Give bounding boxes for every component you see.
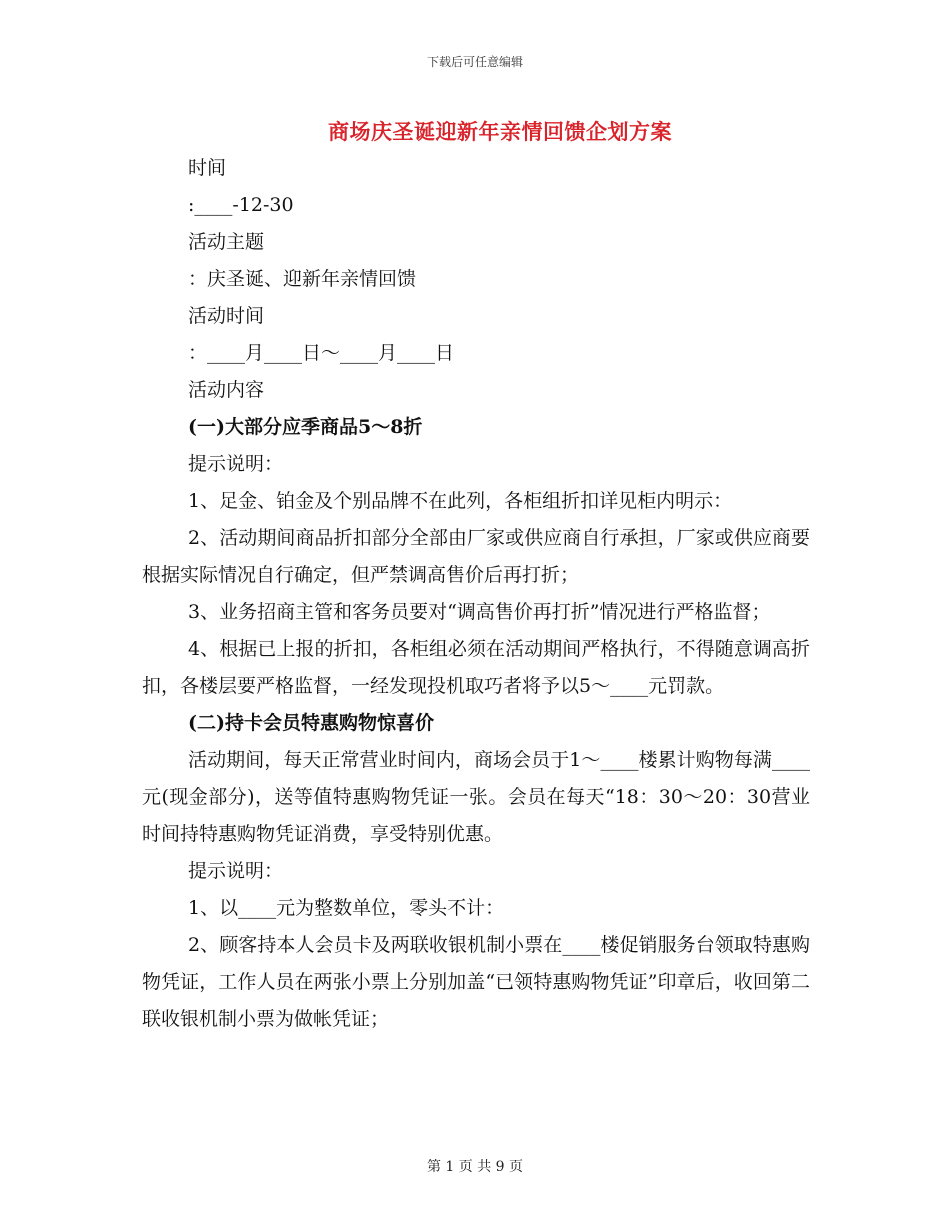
section2-heading: (二)持卡会员特惠购物惊喜价 [188, 712, 434, 734]
section1-item-1: 1、足金、铂金及个别品牌不在此列，各柜组折扣详见柜内明示： [188, 490, 733, 512]
section1-heading: (一)大部分应季商品5～8折 [188, 416, 423, 438]
period-value: ：____月____日～____月____日 [188, 342, 455, 364]
theme-value: ：庆圣诞、迎新年亲情回馈 [188, 268, 417, 290]
section1-item-3: 3、业务招商主管和客务员要对“调高售价再打折”情况进行严格监督； [188, 601, 771, 623]
page-footer-info: 第 1 页 共 9 页 [426, 1159, 524, 1175]
section1-tip-label: 提示说明： [188, 453, 284, 475]
time-value: :____-12-30 [188, 194, 294, 216]
theme-label: 活动主题 [188, 231, 265, 253]
time-label: 时间 [188, 157, 227, 179]
section2-item-1: 1、以____元为整数单位，零头不计： [188, 897, 505, 919]
section1-item-2: 2、活动期间商品折扣部分全部由厂家或供应商自行承担，厂家或供应商要根据实际情况自行确定，但严禁调高售价后再打折； [142, 527, 810, 586]
section2-tip-label: 提示说明： [188, 860, 284, 882]
section2-item-2: 2、顾客持本人会员卡及两联收银机制小票在____楼促销服务台领取特惠购物凭证，工作人员在两张小票上分别加盖“已领特惠购物凭证”印章后，收回第二联收银机制小票为做帐凭证； [142, 934, 810, 1030]
document-body [142, 150, 810, 1038]
content-label: 活动内容 [188, 379, 265, 401]
page-header-note: 下载后可任意编辑 [426, 55, 523, 69]
period-label: 活动时间 [188, 305, 265, 327]
section2-description: 活动期间，每天正常营业时间内，商场会员于1～____楼累计购物每满____元(现金部分)，送等值特惠购物凭证一张。会员在每天“18：30～20：30营业时间持特惠购物凭证消费，享受特别优惠。 [142, 749, 810, 845]
section1-item-4: 4、根据已上报的折扣，各柜组必须在活动期间严格执行，不得随意调高折扣，各楼层要严格监督，一经发现投机取巧者将予以5～____元罚款。 [142, 638, 810, 697]
document-title: 商场庆圣诞迎新年亲情回馈企划方案 [328, 119, 672, 144]
